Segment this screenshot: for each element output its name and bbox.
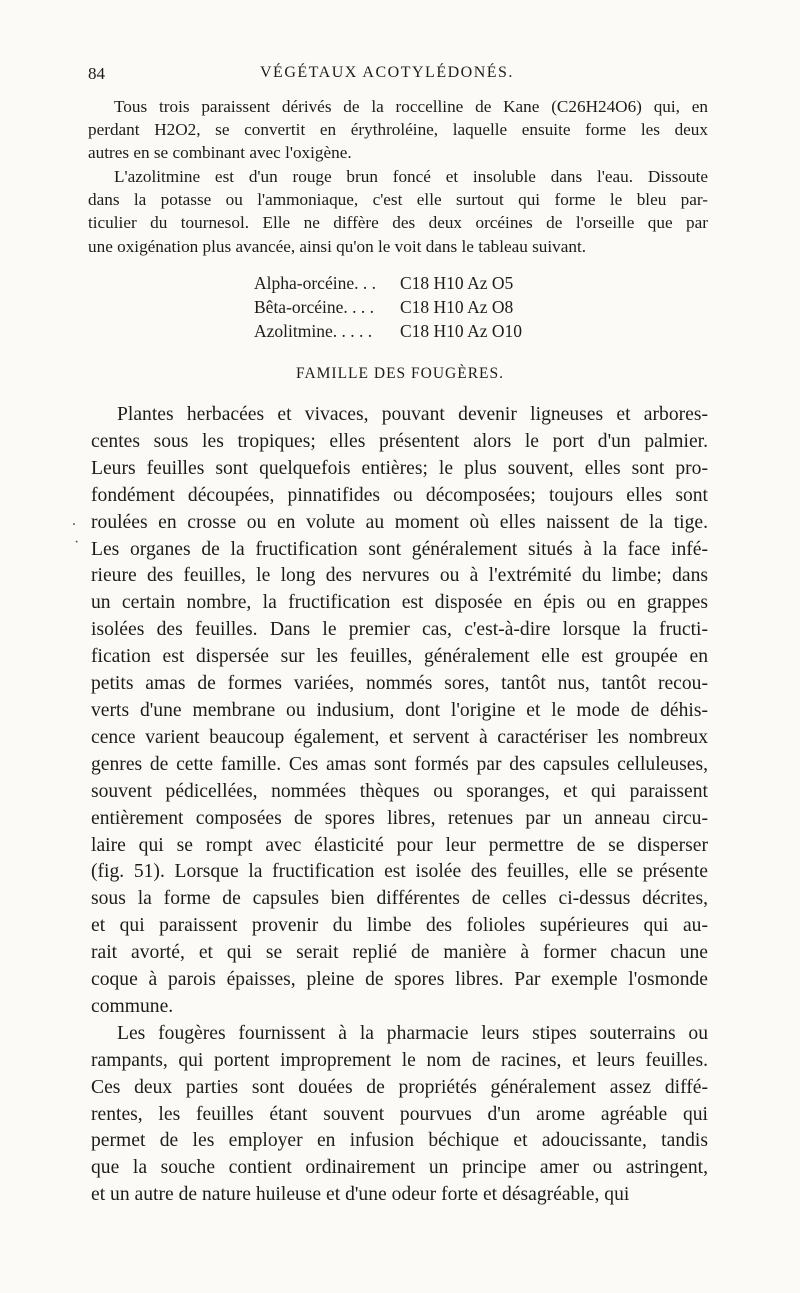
text-line: Ces deux parties sont douées de propriétés généralement assez diffé- bbox=[91, 1076, 708, 1098]
text-line: isolées des feuilles. Dans le premier cas, c'est-à-dire lorsque la fructi- bbox=[91, 619, 708, 641]
text-line: Les organes de la fructification sont généralement situés à la face infé- bbox=[91, 538, 708, 560]
text-line: fication est dispersée sur les feuilles, généralement elle est groupée en bbox=[91, 646, 708, 668]
intro-paragraph-1 bbox=[88, 95, 708, 165]
text-line: que la souche contient ordinairement un principe amer ou astringent, bbox=[91, 1157, 708, 1179]
running-title: VÉGÉTAUX ACOTYLÉDONÉS. bbox=[260, 64, 514, 81]
formula-value: C18 H10 Az O8 bbox=[400, 297, 514, 317]
text-line: et un autre de nature huileuse et d'une odeur forte et désagréable, qui bbox=[91, 1184, 630, 1206]
text-line: genres de cette famille. Ces amas sont formés par des capsules celluleuses, bbox=[91, 753, 708, 775]
main-paragraph-2 bbox=[91, 1021, 708, 1209]
page-header bbox=[88, 64, 708, 90]
text-line: un certain nombre, la fructification est disposée en épis ou en grappes bbox=[91, 592, 708, 614]
formula-name: Bêta-orcéine. . . . bbox=[254, 297, 375, 317]
text-line: Plantes herbacées et vivaces, pouvant devenir ligneuses et arbores- bbox=[117, 404, 708, 425]
formula-row bbox=[254, 319, 554, 343]
text-line: une oxigénation plus avancée, ainsi qu'on le voit dans le tableau suivant. bbox=[88, 236, 587, 256]
text-line: centes sous les tropiques; elles présentent alors le port d'un palmier. bbox=[91, 430, 708, 452]
text-line: coque à parois épaisses, pleine de spores libres. Par exemple l'osmonde bbox=[91, 969, 708, 991]
text-line: fondément découpées, pinnatifides ou décomposées; toujours elles sont bbox=[91, 484, 708, 506]
text-line: Leurs feuilles sont quelquefois entières; le plus souvent, elles sont pro- bbox=[91, 457, 708, 479]
text-line: Tous trois paraissent dérivés de la roccelline de Kane (C26H24O6) qui, en bbox=[114, 97, 708, 116]
text-line: et qui paraissent provenir du limbe des folioles supérieures qui au- bbox=[91, 915, 708, 937]
section-title: FAMILLE DES FOUGÈRES. bbox=[295, 365, 504, 382]
margin-mark: · bbox=[74, 534, 80, 551]
text-line: rieure des feuilles, le long des nervures ou à l'extrémité du limbe; dans bbox=[91, 565, 708, 587]
formula-name: Alpha-orcéine. . . bbox=[254, 273, 376, 293]
text-line: autres en se combinant avec l'oxigène. bbox=[88, 143, 352, 163]
main-text bbox=[91, 402, 708, 1209]
text-line: rentes, les feuilles étant souvent pourvues d'un arome agréable qui bbox=[91, 1103, 708, 1125]
formula-name: Azolitmine. . . . . bbox=[254, 321, 373, 341]
text-line: commune. bbox=[91, 995, 174, 1017]
text-line: rait avorté, et qui se serait replié de manière à former chacun une bbox=[91, 942, 708, 964]
intro-paragraph-2 bbox=[88, 165, 708, 258]
main-paragraph-1 bbox=[91, 402, 708, 1021]
text-line: sous la forme de capsules bien différentes de celles ci-dessus décrites, bbox=[91, 888, 708, 910]
text-line: petits amas de formes variées, nommés sores, tantôt nus, tantôt recou- bbox=[91, 673, 708, 695]
text-line: cence varient beaucoup également, et servent à caractériser les nombreux bbox=[91, 726, 708, 748]
formula-table bbox=[254, 271, 554, 343]
text-line: dans la potasse ou l'ammoniaque, c'est elle surtout qui forme le bleu par- bbox=[88, 190, 708, 210]
text-line: permet de les employer en infusion béchique et adoucissante, tandis bbox=[91, 1130, 708, 1152]
formula-row bbox=[254, 295, 554, 319]
text-line: Les fougères fournissent à la pharmacie leurs stipes souterrains ou bbox=[117, 1022, 708, 1044]
text-line: rampants, qui portent improprement le nom de racines, et leurs feuilles. bbox=[91, 1049, 708, 1071]
text-line: souvent pédicellées, nommées thèques ou sporanges, et qui paraissent bbox=[91, 780, 708, 802]
text-line: roulées en crosse ou en volute au moment où elles naissent de la tige. bbox=[91, 511, 708, 533]
page-number: 84 bbox=[88, 64, 105, 83]
text-line: laire qui se rompt avec élasticité pour leur permettre de se disperser bbox=[91, 834, 708, 856]
text-line: ticulier du tournesol. Elle ne diffère des deux orcéines de l'orseille que par bbox=[88, 213, 708, 233]
text-line: perdant H2O2, se convertit en érythroléine, laquelle ensuite forme les deux bbox=[88, 120, 708, 140]
formula-value: C18 H10 Az O5 bbox=[400, 273, 514, 293]
text-line: (fig. 51). Lorsque la fructification est isolée des feuilles, elle se présente bbox=[91, 861, 708, 883]
text-line: entièrement composées de spores libres, retenues par un anneau circu- bbox=[91, 807, 708, 829]
margin-mark: . bbox=[72, 512, 76, 529]
text-line: verts d'une membrane ou indusium, dont l'origine et le mode de déhis- bbox=[91, 699, 708, 721]
formula-row bbox=[254, 271, 554, 295]
text-line: L'azolitmine est d'un rouge brun foncé et insoluble dans l'eau. Dissoute bbox=[114, 167, 708, 186]
formula-value: C18 H10 Az O10 bbox=[400, 321, 523, 341]
